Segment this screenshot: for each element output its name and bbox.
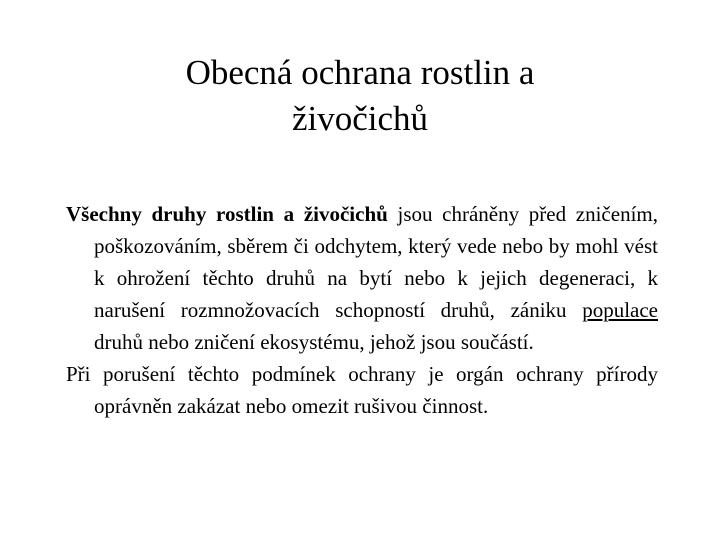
slide-title xyxy=(90,50,630,142)
slide-title-line-1: Obecná ochrana rostlin a xyxy=(185,53,535,92)
slide-title-line-2: živočichů xyxy=(291,99,429,138)
bold-lead-text: Všechny druhy rostlin a živočichů xyxy=(66,202,388,226)
paragraph-violation xyxy=(66,358,658,422)
paragraph-text: Při porušení těchto podmínek ochrany je orgán ochrany přírody oprávněn zakázat nebo omezit rušivou činnost. xyxy=(66,362,658,418)
slide-body xyxy=(66,198,658,422)
paragraph-protection xyxy=(66,198,658,358)
paragraph-text-end: druhů nebo zničení ekosystému, jehož jsou součástí. xyxy=(94,330,534,354)
paragraph-text: jsou chráněny před zničením, poškozováním, sběrem či odchytem, který vede nebo by mohl vést k ohrožení těchto druhů na bytí nebo k jejich degeneraci, k narušení rozmnožovacích schopností druhů, zániku xyxy=(94,202,658,322)
underlined-term: populace xyxy=(582,298,658,322)
